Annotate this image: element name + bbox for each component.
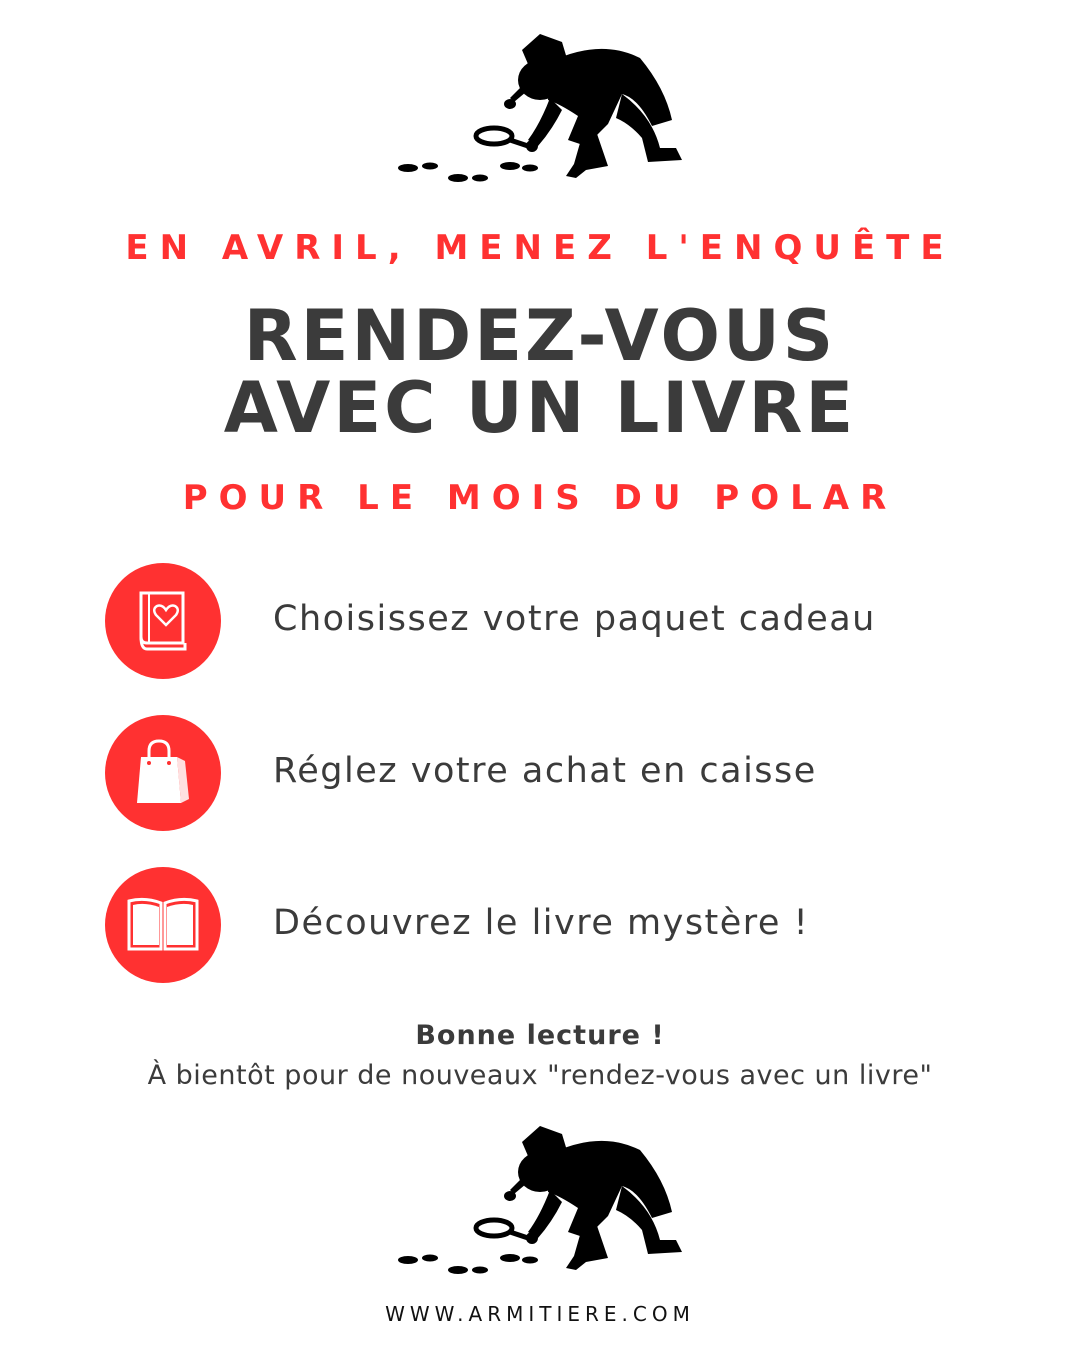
step-icon-circle — [105, 867, 221, 983]
page-title-line-2: AVEC UN LIVRE — [223, 367, 857, 449]
step-item-discover — [105, 867, 1005, 983]
closing-text: À bientôt pour de nouveaux "rendez-vous avec un livre" — [147, 1060, 933, 1091]
book-heart-icon — [123, 581, 203, 661]
step-icon-circle — [105, 715, 221, 831]
subtitle-text: POUR LE MOIS DU POLAR — [182, 478, 898, 518]
step-label: Réglez votre achat en caisse — [273, 751, 817, 791]
step-label: Découvrez le livre mystère ! — [273, 903, 810, 943]
detective-illustration-bottom — [390, 1120, 690, 1280]
step-item-choose-gift — [105, 563, 1005, 679]
website-link[interactable]: WWW.ARMITIERE.COM — [385, 1302, 695, 1326]
shopping-bag-icon — [123, 733, 203, 813]
detective-silhouette-icon — [390, 1120, 690, 1280]
closing-heading: Bonne lecture ! — [415, 1020, 665, 1051]
step-item-pay — [105, 715, 1005, 831]
step-label: Choisissez votre paquet cadeau — [273, 599, 876, 639]
detective-illustration-top — [390, 28, 690, 188]
kicker-text: EN AVRIL, MENEZ L'ENQUÊTE — [125, 228, 955, 268]
open-book-icon — [123, 885, 203, 965]
step-icon-circle — [105, 563, 221, 679]
page-title-line-1: RENDEZ-VOUS — [243, 295, 837, 377]
detective-silhouette-icon — [390, 28, 690, 188]
